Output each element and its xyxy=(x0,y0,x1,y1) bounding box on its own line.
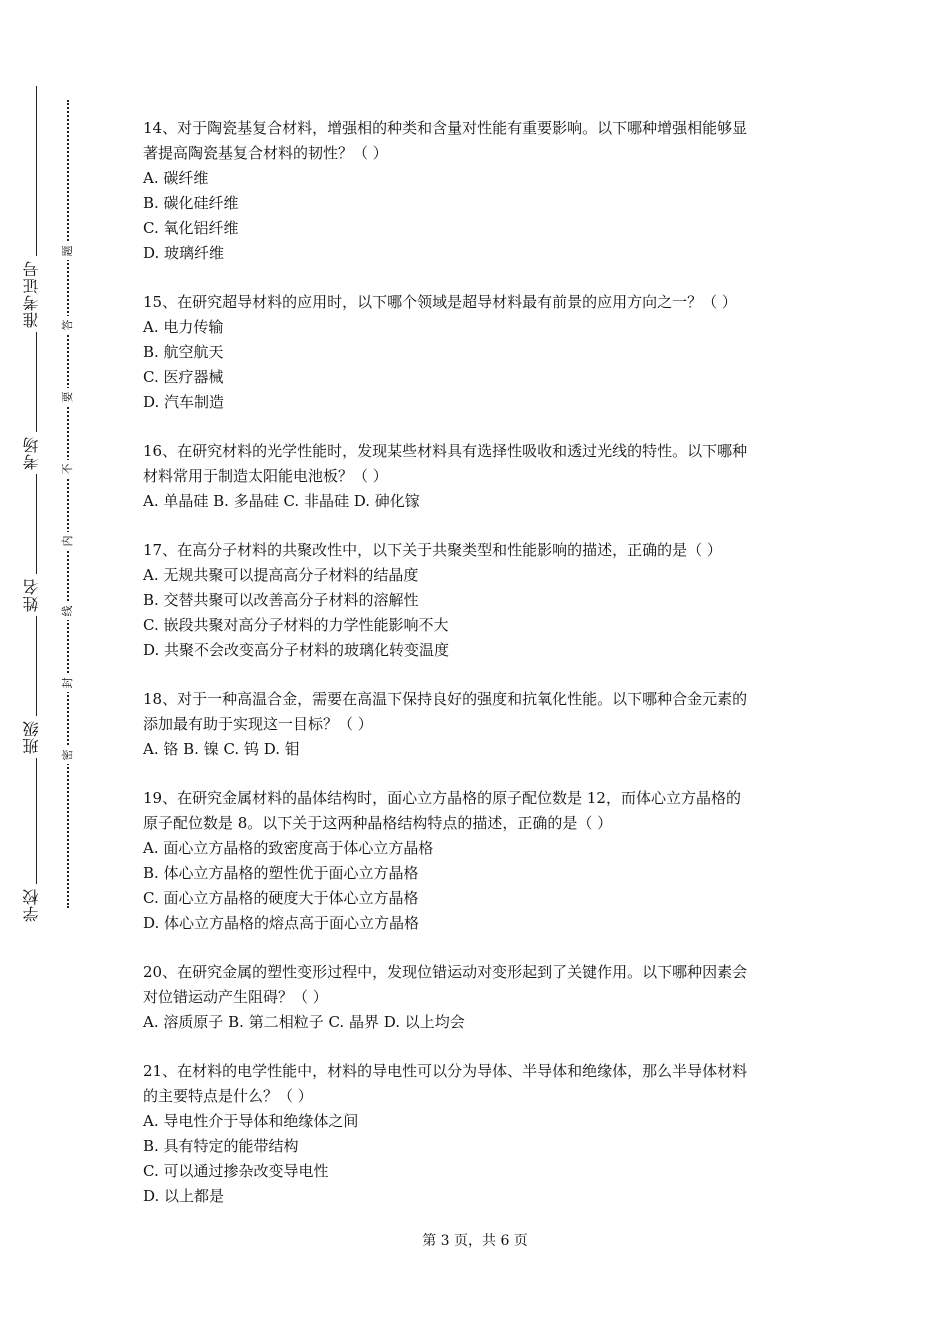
question-stem: 18、对于一种高温合金，需要在高温下保持良好的强度和抗氧化性能。以下哪种合金元素的 xyxy=(143,690,748,708)
option-c: C. 医疗器械 xyxy=(143,368,224,386)
question-stem: 21、在材料的电学性能中，材料的导电性可以分为导体、半导体和绝缘体，那么半导体材料 xyxy=(143,1062,748,1080)
question-stem: 添加最有助于实现这一目标？（ ） xyxy=(143,715,373,733)
field-exam-room: 考场 xyxy=(20,432,54,474)
option-b: B. 航空航天 xyxy=(143,343,224,361)
question-stem: 14、对于陶瓷基复合材料，增强相的种类和含量对性能有重要影响。以下哪种增强相能够显 xyxy=(143,119,748,137)
question-stem: 材料常用于制造太阳能电池板？（ ） xyxy=(143,467,388,485)
option-a: A. 无规共聚可以提高高分子材料的结晶度 xyxy=(143,566,419,584)
question-stem: 著提高陶瓷基复合材料的韧性？（ ） xyxy=(143,144,388,162)
question-stem: 19、在研究金属材料的晶体结构时，面心立方晶格的原子配位数是 12，而体心立方晶格的 xyxy=(143,789,741,807)
option-b: B. 碳化硅纤维 xyxy=(143,194,239,212)
question-15 xyxy=(143,290,823,415)
option-c: C. 面心立方晶格的硬度大于体心立方晶格 xyxy=(143,889,419,907)
seal-char: 要 xyxy=(59,388,77,406)
option-c: C. 氧化铝纤维 xyxy=(143,219,239,237)
question-21 xyxy=(143,1059,823,1209)
field-class: 班级 xyxy=(20,716,54,758)
option-b: B. 体心立方晶格的塑性优于面心立方晶格 xyxy=(143,864,419,882)
option-d: D. 以上都是 xyxy=(143,1187,225,1205)
options-inline: A. 铬 B. 镍 C. 钨 D. 钼 xyxy=(143,740,300,758)
option-d: D. 共聚不会改变高分子材料的玻璃化转变温度 xyxy=(143,641,450,659)
option-c: C. 嵌段共聚对高分子材料的力学性能影响不大 xyxy=(143,616,449,634)
option-c: C. 可以通过掺杂改变导电性 xyxy=(143,1162,329,1180)
binding-solid-line xyxy=(36,86,37,922)
option-a: A. 面心立方晶格的致密度高于体心立方晶格 xyxy=(143,839,434,857)
seal-char: 封 xyxy=(59,674,77,692)
field-name: 姓名 xyxy=(20,574,54,616)
binding-strip xyxy=(0,0,110,1344)
option-b: B. 具有特定的能带结构 xyxy=(143,1137,299,1155)
seal-char: 不 xyxy=(59,460,77,478)
page-number: 第 3 页，共 6 页 xyxy=(422,1233,528,1249)
question-17 xyxy=(143,538,823,663)
option-d: D. 玻璃纤维 xyxy=(143,244,225,262)
question-16 xyxy=(143,439,823,514)
options-inline: A. 单晶硅 B. 多晶硅 C. 非晶硅 D. 砷化镓 xyxy=(143,492,420,510)
field-school: 学校 xyxy=(20,884,54,926)
options-inline: A. 溶质原子 B. 第二相粒子 C. 晶界 D. 以上均会 xyxy=(143,1013,465,1031)
seal-char: 内 xyxy=(59,532,77,550)
question-19 xyxy=(143,786,823,936)
question-stem: 15、在研究超导材料的应用时，以下哪个领域是超导材料最有前景的应用方向之一？（ ） xyxy=(143,293,737,311)
seal-char: 密 xyxy=(59,746,77,764)
option-a: A. 电力传输 xyxy=(143,318,224,336)
question-stem: 16、在研究材料的光学性能时，发现某些材料具有选择性吸收和透过光线的特性。以下哪种 xyxy=(143,442,748,460)
seal-char: 答 xyxy=(59,316,77,334)
question-stem: 17、在高分子材料的共聚改性中，以下关于共聚类型和性能影响的描述，正确的是（ ） xyxy=(143,541,722,559)
question-20 xyxy=(143,960,823,1035)
seal-char: 线 xyxy=(59,602,77,620)
option-d: D. 体心立方晶格的熔点高于面心立方晶格 xyxy=(143,914,420,932)
question-stem: 原子配位数是 8。以下关于这两种晶格结构特点的描述，正确的是（ ） xyxy=(143,814,613,832)
question-list xyxy=(143,116,823,1233)
question-14 xyxy=(143,116,823,266)
question-stem: 的主要特点是什么？（ ） xyxy=(143,1087,313,1105)
seal-char: 题 xyxy=(59,242,77,260)
question-stem: 对位错运动产生阻碍？（ ） xyxy=(143,988,328,1006)
option-b: B. 交替共聚可以改善高分子材料的溶解性 xyxy=(143,591,419,609)
option-d: D. 汽车制造 xyxy=(143,393,225,411)
seal-dotted-line xyxy=(67,100,69,908)
option-a: A. 导电性介于导体和绝缘体之间 xyxy=(143,1112,359,1130)
question-stem: 20、在研究金属的塑性变形过程中，发现位错运动对变形起到了关键作用。以下哪种因素会 xyxy=(143,963,748,981)
field-exam-number: 准考证号 xyxy=(20,256,54,332)
question-18 xyxy=(143,687,823,762)
option-a: A. 碳纤维 xyxy=(143,169,209,187)
